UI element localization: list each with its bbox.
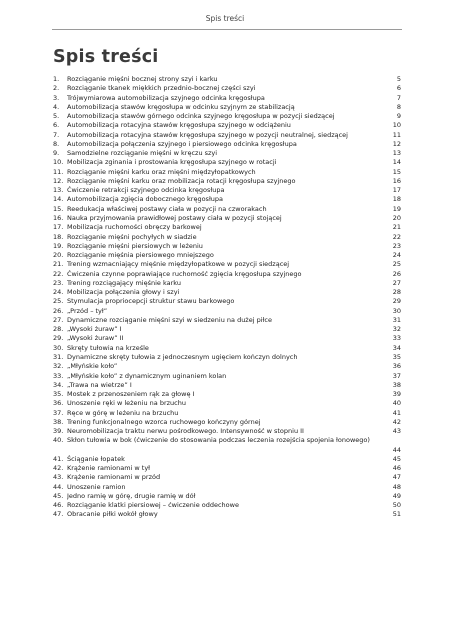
toc-entry <box>53 103 401 112</box>
toc-entry-number: 25. <box>53 297 64 306</box>
toc-entry-page: 48 <box>392 482 401 491</box>
toc-entry-page: 36 <box>392 362 401 371</box>
toc-entry-number: 16. <box>53 213 64 222</box>
toc-entry <box>53 75 401 84</box>
toc-entry <box>53 121 401 130</box>
toc-entry-title: Neuromobilizacja traktu nerwu pośrodkowego. Intensywność w stopniu II <box>67 427 304 436</box>
toc-entry <box>53 279 401 288</box>
toc-entry <box>53 325 401 334</box>
toc-entry-page: 35 <box>392 352 401 361</box>
toc-entry-number: 2. <box>53 84 60 93</box>
toc-entry-page: 39 <box>392 390 401 399</box>
toc-entry-title: „Młyńskie koło” <box>67 362 118 371</box>
toc-entry-title: Obracanie piłki wokół głowy <box>67 510 158 519</box>
toc-entry-title: Jedno ramię w górę, drugie ramię w dół <box>67 491 196 500</box>
toc-entry-page: 11 <box>392 130 401 139</box>
toc-entry-page: 24 <box>392 251 401 260</box>
toc-entry-page: 6 <box>396 84 401 93</box>
toc-entry-number: 44. <box>53 482 64 491</box>
toc-entry-title: Ręce w górę w leżeniu na brzuchu <box>67 408 179 417</box>
toc-entry-page: 50 <box>392 501 401 510</box>
toc-entry <box>53 233 401 242</box>
toc-entry <box>53 112 401 121</box>
toc-entry-number: 9. <box>53 149 60 158</box>
toc-entry <box>53 464 401 473</box>
toc-entry-number: 12. <box>53 176 64 185</box>
toc-entry <box>53 223 401 232</box>
toc-entry-number: 30. <box>53 343 64 352</box>
toc-entry-title: Rozciąganie tkanek miękkich przednio-bocznej części szyi <box>67 84 256 93</box>
toc-entry <box>53 427 401 436</box>
page-title: Spis treści <box>53 47 159 67</box>
toc-entry-number: 24. <box>53 288 64 297</box>
toc-entry-title: Automobilizacja połączenia szyjnego i piersiowego odcinka kręgosłupa <box>67 139 297 148</box>
toc-entry-number: 11. <box>53 167 64 176</box>
toc-entry-title: Trening rozciągający mięśnie karku <box>67 278 181 287</box>
toc-entry-title: Automobilizacja zgięcia dobocznego kręgosłupa <box>67 195 224 204</box>
toc-entry-title: Mobilizacja zginania i prostowania kręgosłupa szyjnego w rotacji <box>67 158 277 167</box>
header-divider <box>52 29 402 30</box>
toc-entry-number: 3. <box>53 93 60 102</box>
toc-entry-number: 8. <box>53 139 60 148</box>
toc-entry-title: Ćwiczenia czynne poprawiające ruchomość zgięcia kręgosłupa szyjnego <box>67 269 302 278</box>
toc-entry <box>53 492 401 501</box>
toc-entry-page: 31 <box>392 315 401 324</box>
table-of-contents <box>53 75 401 520</box>
toc-entry-number: 28. <box>53 325 64 334</box>
toc-entry-title: „Trawa na wietrze” I <box>67 380 132 389</box>
toc-entry-title: Skłon tułowia w bok (ćwiczenie do stosowania podczas leczenia rozejścia spojenia łonowego) <box>67 436 370 445</box>
toc-entry-number: 22. <box>53 269 64 278</box>
toc-entry <box>53 501 401 510</box>
toc-entry <box>53 140 401 149</box>
toc-entry <box>53 186 401 195</box>
toc-entry-title: Automobilizacja stawów górnego odcinka szyjnego kręgosłupa w pozycji siedzącej <box>67 112 335 121</box>
toc-entry <box>53 270 401 279</box>
toc-entry-page: 15 <box>392 167 401 176</box>
toc-entry-title: Unoszenie ręki w leżeniu na brzuchu <box>67 399 186 408</box>
toc-entry-number: 15. <box>53 204 64 213</box>
toc-entry <box>53 168 401 177</box>
toc-entry <box>53 84 401 93</box>
toc-entry <box>53 344 401 353</box>
toc-entry-number: 10. <box>53 158 64 167</box>
toc-entry-page: 19 <box>392 204 401 213</box>
toc-entry-page: 23 <box>392 241 401 250</box>
toc-entry-page: 32 <box>392 325 401 334</box>
toc-entry <box>53 158 401 167</box>
toc-entry-number: 34. <box>53 380 64 389</box>
toc-entry-title: „Przód – tył” <box>67 306 108 315</box>
toc-entry <box>53 418 401 427</box>
toc-entry <box>53 177 401 186</box>
toc-entry-title: Stymulacja propriocepcji struktur stawu barkowego <box>67 297 235 306</box>
toc-entry-title: Rozciąganie mięśni bocznej strony szyi i karku <box>67 75 218 83</box>
toc-entry <box>53 455 401 464</box>
toc-entry-number: 45. <box>53 491 64 500</box>
toc-entry-page: 45 <box>392 454 401 463</box>
toc-entry <box>53 381 401 390</box>
toc-entry <box>53 297 401 306</box>
toc-entry-title: Automobilizacja stawów kręgosłupa w odcinku szyjnym ze stabilizacją <box>67 102 295 111</box>
toc-entry-number: 14. <box>53 195 64 204</box>
toc-entry-number: 31. <box>53 352 64 361</box>
toc-entry <box>53 409 401 418</box>
toc-entry <box>53 510 401 519</box>
toc-entry-title: „Wysoki żuraw” I <box>67 325 122 334</box>
toc-entry-number: 47. <box>53 510 64 519</box>
toc-entry-number: 38. <box>53 417 64 426</box>
toc-entry-page: 9 <box>396 112 401 121</box>
toc-entry-number: 46. <box>53 501 64 510</box>
toc-entry-title: Rozciąganie mięśni karku oraz mięśni międzyłopatkowych <box>67 167 256 176</box>
toc-entry-title: Rozciąganie mięśnia piersiowego mniejszego <box>67 251 214 260</box>
toc-entry-number: 1. <box>53 75 60 83</box>
toc-entry-page: 7 <box>396 93 401 102</box>
toc-entry-page: 8 <box>396 102 401 111</box>
toc-entry-title: Krążenie ramionami w przód <box>67 473 161 482</box>
toc-entry-number: 42. <box>53 464 64 473</box>
toc-entry-number: 35. <box>53 390 64 399</box>
toc-entry-number: 36. <box>53 399 64 408</box>
toc-entry <box>53 288 401 297</box>
toc-entry-title: Rozciąganie mięśni karku oraz mobilizacja rotacji kręgosłupa szyjnego <box>67 176 296 185</box>
toc-entry-title: Mobilizacja ruchomości obręczy barkowej <box>67 223 202 232</box>
toc-entry <box>53 362 401 371</box>
toc-entry-page: 38 <box>392 380 401 389</box>
toc-entry-title: Rozciąganie mięśni pochyłych w siadzie <box>67 232 197 241</box>
toc-entry-page: 21 <box>392 223 401 232</box>
toc-entry-title: Ściąganie łopatek <box>67 454 125 463</box>
running-header: Spis treści <box>205 14 245 23</box>
toc-entry-page: 18 <box>392 195 401 204</box>
toc-entry <box>53 205 401 214</box>
toc-entry <box>53 316 401 325</box>
toc-entry-page: 41 <box>392 408 401 417</box>
toc-entry <box>53 390 401 399</box>
toc-entry <box>53 334 401 343</box>
toc-entry-page: 12 <box>392 139 401 148</box>
toc-entry <box>53 307 401 316</box>
toc-entry-number: 26. <box>53 306 64 315</box>
toc-entry-page: 44 <box>392 445 401 454</box>
toc-entry-page: 10 <box>392 121 401 130</box>
toc-entry-title: Trójwymiarowa automobilizacja szyjnego odcinka kręgosłupa <box>67 93 265 102</box>
toc-entry-number: 7. <box>53 130 60 139</box>
toc-entry <box>53 195 401 204</box>
toc-entry-title: Trening wzmacniający mięśnie międzyłopatkowe w pozycji siedzącej <box>67 260 290 269</box>
toc-entry-title: Rozciąganie klatki piersiowej – ćwiczenie oddechowe <box>67 501 239 510</box>
toc-entry-page: 34 <box>392 343 401 352</box>
toc-entry <box>53 399 401 408</box>
toc-entry-title: Ćwiczenie retrakcji szyjnego odcinka kręgosłupa <box>67 186 225 195</box>
toc-entry-number: 43. <box>53 473 64 482</box>
toc-entry-number: 6. <box>53 121 60 130</box>
toc-entry-title: Unoszenie ramion <box>67 482 126 491</box>
toc-entry-page: 47 <box>392 473 401 482</box>
toc-entry-title: Reedukacja właściwej postawy ciała w pozycji na czworakach <box>67 204 267 213</box>
toc-entry-page: 20 <box>392 213 401 222</box>
toc-entry <box>53 473 401 482</box>
toc-entry-number: 37. <box>53 408 64 417</box>
toc-entry-page: 29 <box>392 297 401 306</box>
toc-entry-number: 17. <box>53 223 64 232</box>
toc-entry <box>53 149 401 158</box>
toc-entry-page: 22 <box>392 232 401 241</box>
toc-entry-page: 37 <box>392 371 401 380</box>
toc-entry-title: Automobilizacja rotacyjna stawów kręgosłupa szyjnego w odciążeniu <box>67 121 291 130</box>
toc-entry-title: Mobilizacja połączenia głowy i szyi <box>67 288 180 297</box>
toc-entry <box>53 260 401 269</box>
toc-entry <box>53 353 401 362</box>
toc-entry-number: 4. <box>53 102 60 111</box>
toc-entry-page: 26 <box>392 269 401 278</box>
toc-entry-page: 13 <box>392 149 401 158</box>
toc-entry-page: 49 <box>392 491 401 500</box>
toc-entry-number: 27. <box>53 315 64 324</box>
toc-entry-page: 46 <box>392 464 401 473</box>
toc-entry-title: Dynamiczne rozciąganie mięśni szyi w siedzeniu na dużej piłce <box>67 315 272 324</box>
toc-entry-number: 13. <box>53 186 64 195</box>
toc-entry <box>53 372 401 381</box>
toc-entry-number: 18. <box>53 232 64 241</box>
toc-entry <box>53 214 401 223</box>
toc-entry-number: 23. <box>53 278 64 287</box>
toc-entry-page: 17 <box>392 186 401 195</box>
toc-entry <box>53 483 401 492</box>
toc-entry-title: Krążenie ramionami w tył <box>67 464 151 473</box>
toc-entry-page: 16 <box>392 176 401 185</box>
toc-entry-page: 40 <box>392 399 401 408</box>
toc-entry-title: Nauka przyjmowania prawidłowej postawy ciała w pozycji stojącej <box>67 213 282 222</box>
toc-entry-number: 32. <box>53 362 64 371</box>
toc-entry-page: 5 <box>396 75 401 83</box>
toc-entry <box>53 251 401 260</box>
toc-entry-title: Rozciąganie mięśni piersiowych w leżeniu <box>67 241 203 250</box>
toc-entry <box>53 436 401 455</box>
toc-entry-page: 27 <box>392 278 401 287</box>
toc-entry-number: 41. <box>53 454 64 463</box>
toc-entry <box>53 94 401 103</box>
toc-entry <box>53 131 401 140</box>
toc-entry-title: „Wysoki żuraw” II <box>67 334 124 343</box>
toc-entry-page: 25 <box>392 260 401 269</box>
toc-entry-title: Samodzielne rozciąganie mięśni w kręczu szyi <box>67 149 218 158</box>
toc-entry-page: 30 <box>392 306 401 315</box>
toc-entry-page: 14 <box>392 158 401 167</box>
toc-entry-page: 28 <box>392 288 401 297</box>
toc-entry-number: 21. <box>53 260 64 269</box>
toc-entry-title: Dynamiczne skręty tułowia z jednoczesnym ugięciem kończyn dolnych <box>67 352 298 361</box>
toc-entry <box>53 242 401 251</box>
toc-entry-page: 43 <box>392 427 401 436</box>
toc-entry-page: 51 <box>392 510 401 519</box>
toc-entry-title: Automobilizacja rotacyjna stawów kręgosłupa szyjnego w pozycji neutralnej, siedzącej <box>67 130 348 139</box>
toc-entry-number: 20. <box>53 251 64 260</box>
toc-entry-number: 5. <box>53 112 60 121</box>
toc-entry-number: 39. <box>53 427 64 436</box>
toc-entry-title: „Młyńskie koło” z dynamicznym uginaniem kolan <box>67 371 227 380</box>
toc-entry-number: 29. <box>53 334 64 343</box>
toc-entry-page: 33 <box>392 334 401 343</box>
toc-entry-number: 40. <box>53 436 64 445</box>
toc-entry-number: 33. <box>53 371 64 380</box>
toc-entry-title: Skręty tułowia na krześle <box>67 343 149 352</box>
toc-entry-title: Trening funkcjonalnego wzorca ruchowego kończyny górnej <box>67 417 261 426</box>
toc-entry-title: Mostek z przenoszeniem rąk za głowę I <box>67 390 195 399</box>
toc-entry-page: 42 <box>392 417 401 426</box>
toc-entry-number: 19. <box>53 241 64 250</box>
